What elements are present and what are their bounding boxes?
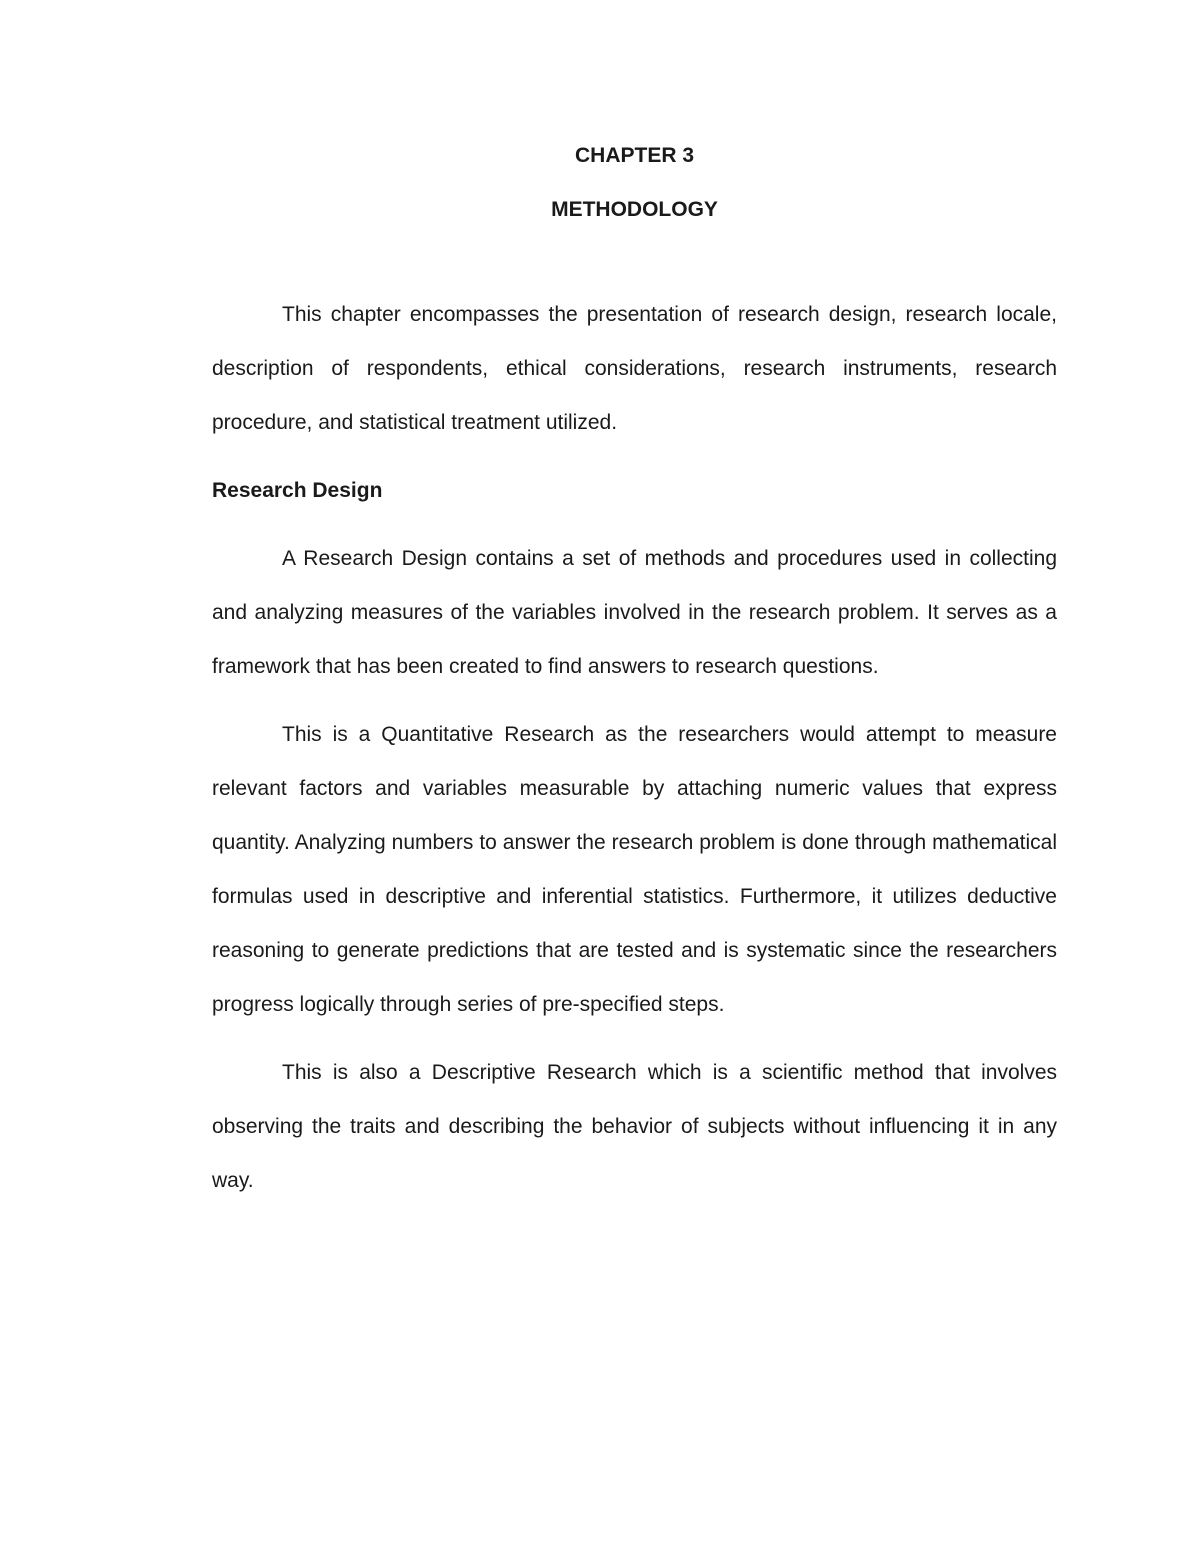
intro-paragraph: This chapter encompasses the presentation of research design, research locale, description of respondents, ethical considerations, research instruments, research procedure, and statistical treatment utilized.: [212, 303, 1057, 434]
paragraph-quantitative-research: This is a Quantitative Research as the researchers would attempt to measure relevant factors and variables measurable by attaching numeric values that express quantity. Analyzing numbers to answer the research problem is done through mathematical formulas used in descriptive and inferential statistics. Furthermore, it utilizes deductive reasoning to generate predictions that are tested and is systematic since the researchers progress logically through series of pre-specified steps.: [212, 723, 1057, 1016]
chapter-number: CHAPTER 3: [574, 144, 695, 167]
paragraph-descriptive-research: This is also a Descriptive Research which is a scientific method that involves observing the traits and describing the behavior of subjects without influencing it in any way.: [212, 1061, 1057, 1192]
section-heading-research-design: Research Design: [212, 479, 383, 502]
chapter-title: METHODOLOGY: [551, 198, 718, 221]
page-content: [212, 138, 1057, 1208]
paragraph-research-design-definition: A Research Design contains a set of methods and procedures used in collecting and analyzing measures of the variables involved in the research problem. It serves as a framework that has been created to find answers to research questions.: [212, 547, 1057, 678]
